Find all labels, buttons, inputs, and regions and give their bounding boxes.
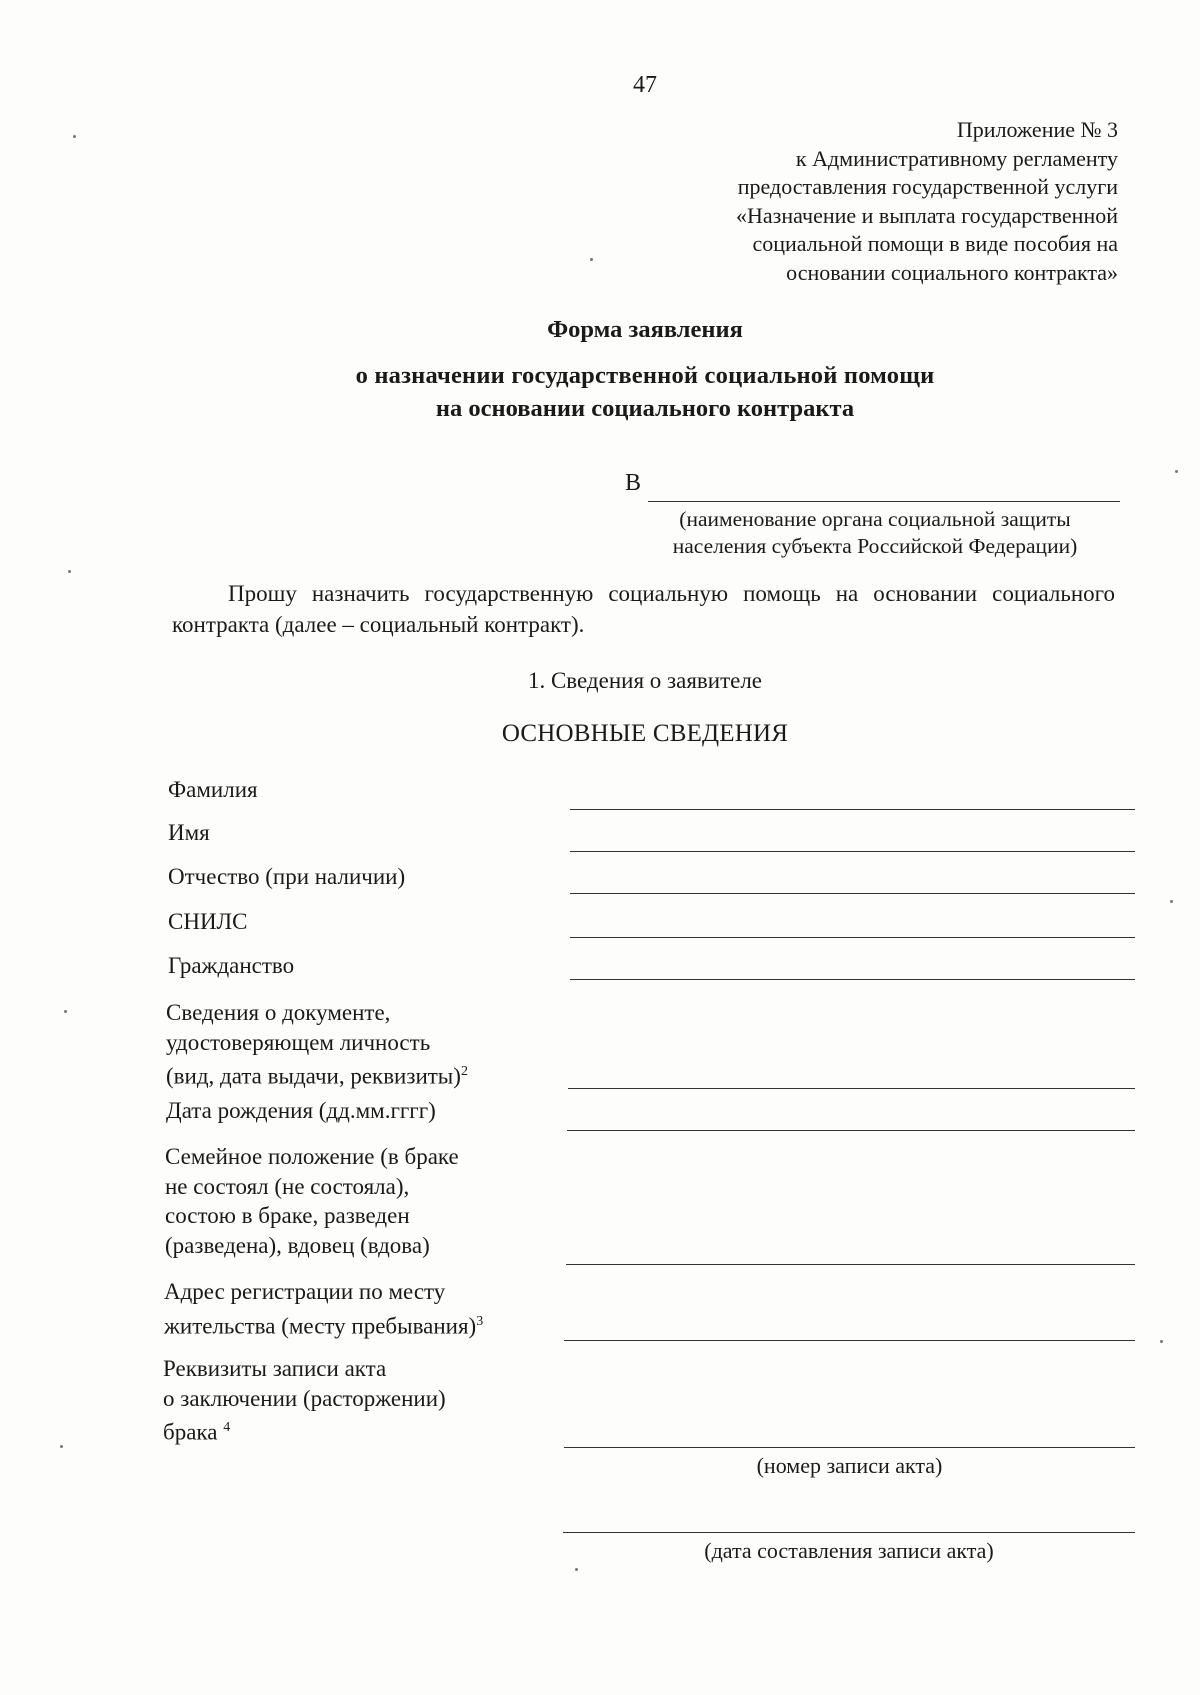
annex-line: предоставления государственной услуги — [737, 174, 1118, 199]
recipient-caption-line-1: (наименование органа социальной защиты — [679, 507, 1071, 531]
scan-speck — [575, 1568, 578, 1571]
identity-doc-label-line: Сведения о документе, — [166, 1000, 391, 1025]
citizenship-label: Гражданство — [168, 953, 295, 978]
patronymic-field[interactable] — [570, 893, 1135, 894]
marital-status-label-line: не состоял (не состояла), — [165, 1173, 410, 1199]
scan-speck — [68, 570, 71, 573]
annex-line: «Назначение и выплата государственной — [736, 202, 1118, 228]
snils-label: СНИЛС — [168, 909, 248, 934]
subsection-heading: ОСНОВНЫЕ СВЕДЕНИЯ — [501, 720, 789, 747]
snils-field[interactable] — [570, 937, 1135, 938]
recipient-caption-line-2: населения субъекта Российской Федерации) — [672, 534, 1078, 558]
annex-line: социальной помощи в виде пособия на — [752, 231, 1118, 256]
record-date-caption: (дата составления записи акта) — [704, 1538, 994, 1563]
scan-speck — [64, 1010, 67, 1013]
name-field[interactable] — [570, 851, 1135, 852]
record-number-field[interactable] — [564, 1447, 1135, 1448]
surname-field[interactable] — [570, 809, 1135, 810]
form-subtitle-line-1: о назначении государственной социальной помощи — [355, 362, 935, 389]
page-number: 47 — [633, 72, 657, 98]
address-label-line: жительства (месту пребывания)$^3$ — [164, 1313, 484, 1339]
request-text: Прошу назначить государственную социальную помощь на основании социального контракта (далее – социальный контракт). — [172, 581, 1115, 637]
scan-speck — [590, 258, 593, 261]
marital-status-field[interactable] — [566, 1264, 1135, 1265]
citizenship-field[interactable] — [570, 979, 1135, 980]
address-label-line: Адрес регистрации по месту — [164, 1279, 446, 1304]
recipient-caption — [630, 506, 1120, 560]
form-title: Форма заявления — [547, 316, 743, 343]
scan-speck — [1175, 470, 1178, 473]
footnote-ref: 4 — [223, 1420, 231, 1435]
annex-reference — [736, 116, 1118, 287]
marital-status-label-line: Семейное положение (в браке — [165, 1144, 459, 1169]
identity-doc-field[interactable] — [568, 1088, 1135, 1089]
address-label — [164, 1277, 483, 1341]
request-paragraph — [172, 578, 1115, 640]
patronymic-label: Отчество (при наличии) — [168, 864, 406, 889]
annex-line: к Административному регламенту — [795, 145, 1118, 171]
annex-line: Приложение № 3 — [956, 117, 1118, 142]
identity-doc-label-line: (вид, дата выдачи, реквизиты)$^2$ — [166, 1063, 468, 1089]
scan-speck — [73, 135, 76, 138]
footnote-ref: 3 — [476, 1313, 484, 1329]
marital-status-label — [165, 1142, 459, 1260]
recipient-prefix: В — [625, 470, 642, 496]
name-label: Имя — [168, 820, 210, 845]
surname-label: Фамилия — [168, 777, 258, 802]
record-date-field[interactable] — [563, 1532, 1135, 1533]
marital-status-label-line: (разведена), вдовец (вдова) — [165, 1232, 430, 1258]
marital-status-label-line: состою в браке, разведен — [165, 1203, 410, 1228]
marriage-record-label-line: о заключении (расторжении) — [163, 1385, 446, 1411]
identity-doc-label-line: удостоверяющем личность — [166, 1029, 431, 1055]
section-heading: 1. Сведения о заявителе — [527, 668, 763, 693]
identity-doc-label — [166, 998, 468, 1091]
marriage-record-label-line: Реквизиты записи акта — [163, 1356, 387, 1381]
scan-speck — [1170, 900, 1173, 903]
recipient-field[interactable] — [648, 501, 1120, 502]
birth-date-field[interactable] — [567, 1130, 1135, 1131]
scan-speck — [1160, 1340, 1163, 1343]
record-number-caption: (номер записи акта) — [756, 1453, 943, 1478]
scan-speck — [60, 1445, 63, 1448]
marriage-record-label — [163, 1354, 446, 1447]
annex-line: основании социального контракта» — [786, 259, 1118, 285]
footnote-ref: 2 — [460, 1064, 468, 1079]
address-field[interactable] — [564, 1340, 1135, 1341]
form-subtitle-line-2: на основании социального контракта — [435, 395, 855, 422]
marriage-record-label-line: брака $^4$ — [163, 1419, 231, 1445]
birth-date-label: Дата рождения (дд.мм.гггг) — [166, 1098, 436, 1123]
